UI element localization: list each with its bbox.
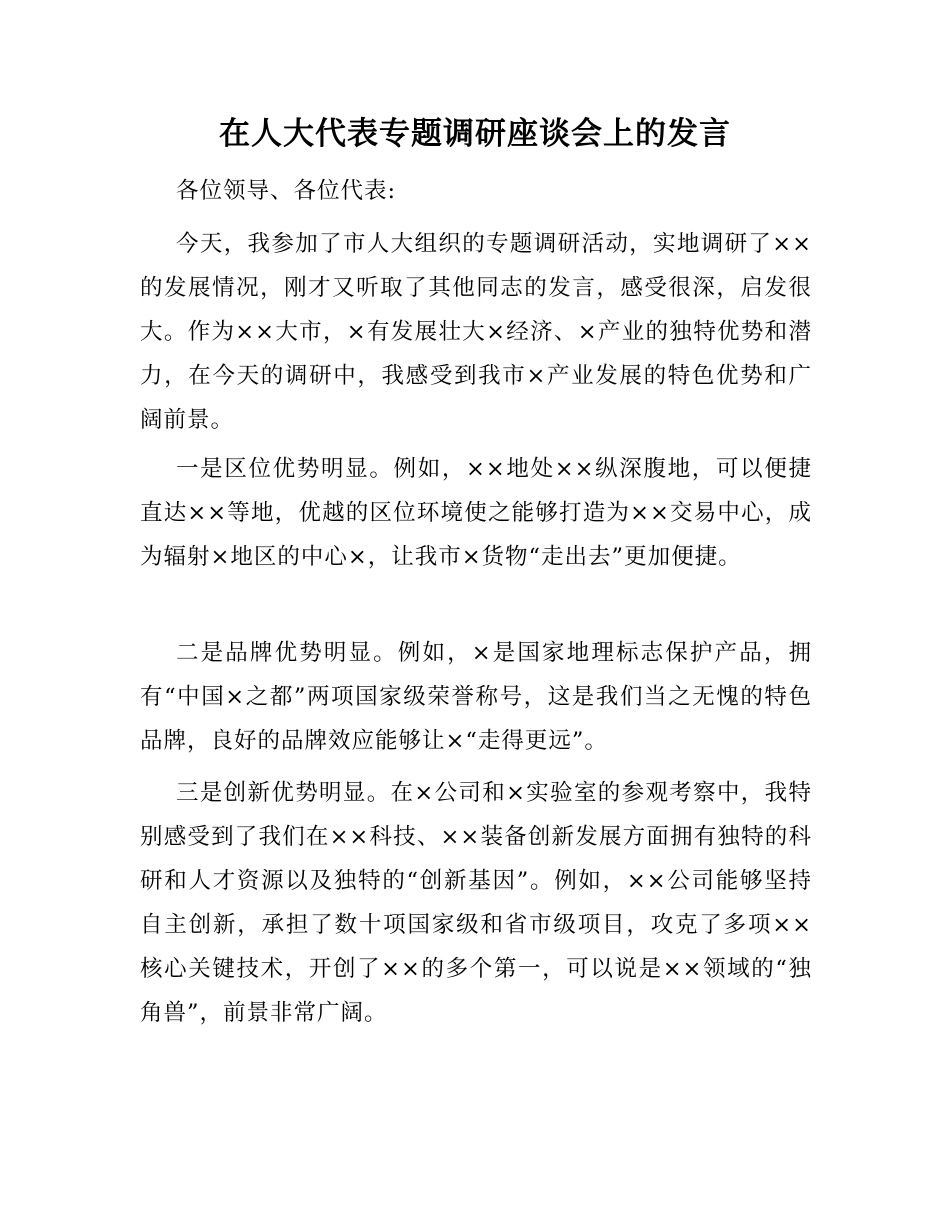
paragraph-location-advantage: 一是区位优势明显。例如，××地处××纵深腹地，可以便捷直达××等地，优越的区位环境使之能够打造为××交易中心，成为辐射×地区的中心×，让我市×货物“走出去”更加便捷。 [140, 456, 812, 570]
paragraph-brand-advantage: 二是品牌优势明显。例如，×是国家地理标志保护产品，拥有“中国×之都”两项国家级荣誉称号，这是我们当之无愧的特色品牌，良好的品牌效应能够让×“走得更远”。 [140, 640, 812, 754]
paragraph-intro: 今天，我参加了市人大组织的专题调研活动，实地调研了××的发展情况，刚才又听取了其他同志的发言，感受很深，启发很大。作为××大市，×有发展壮大×经济、×产业的独特优势和潜力，在今天的调研中，我感受到我市×产业发展的特色优势和广阔前景。 [140, 231, 812, 433]
document-title: 在人大代表专题调研座谈会上的发言 [219, 116, 731, 152]
paragraph-innovation-advantage: 三是创新优势明显。在×公司和×实验室的参观考察中，我特别感受到了我们在××科技、××装备创新发展方面拥有独特的科研和人才资源以及独特的“创新基因”。例如，××公司能够坚持自主创新，承担了数十项国家级和省市级项目，攻克了多项××核心关键技术，开创了××的多个第一，可以说是××领域的“独角兽”，前景非常广阔。 [140, 780, 812, 1026]
salutation: 各位领导、各位代表: [176, 178, 397, 204]
